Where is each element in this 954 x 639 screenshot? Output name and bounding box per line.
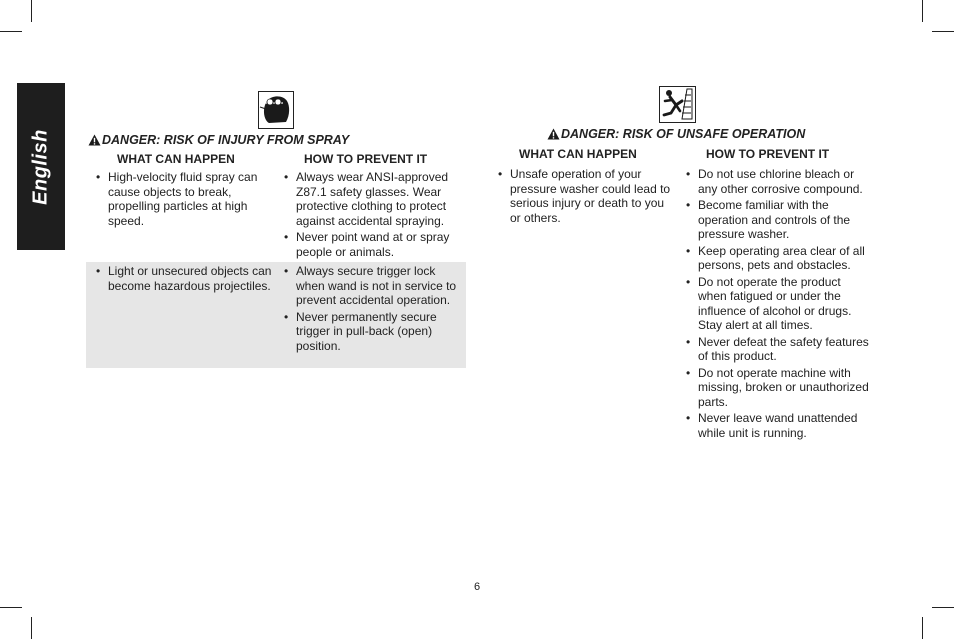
- list-item: • Keep operating area clear of all persons, pets and obstacles.: [686, 244, 870, 273]
- crop-mark: [0, 607, 22, 608]
- right-danger-heading: [547, 127, 805, 141]
- safety-glasses-icon: [258, 91, 294, 129]
- left-row2-what: [96, 264, 272, 295]
- crop-mark: [31, 0, 32, 22]
- list-item: • Do not operate machine with missing, broken or unauthorized parts.: [686, 366, 870, 410]
- right-danger-text: DANGER: RISK OF UNSAFE OPERATION: [561, 127, 806, 141]
- list-item: • Do not use chlorine bleach or any other corrosive compound.: [686, 167, 870, 196]
- list-item: • Never defeat the safety features of this product.: [686, 335, 870, 364]
- warning-triangle-icon: [88, 134, 101, 146]
- right-what: [498, 167, 674, 227]
- falling-person-icon: [659, 86, 696, 123]
- list-item: • Always wear ANSI-approved Z87.1 safety glasses. Wear protective clothing to protect against accidental spraying.: [284, 170, 464, 228]
- page-number: 6: [474, 581, 481, 593]
- language-tab: [17, 83, 65, 250]
- list-item: • Never leave wand unattended while unit is running.: [686, 411, 870, 440]
- left-row1-how: [284, 170, 464, 261]
- language-label: English: [29, 128, 52, 205]
- crop-mark: [922, 617, 923, 639]
- left-col-how: HOW TO PREVENT IT: [304, 152, 428, 166]
- crop-mark: [31, 617, 32, 639]
- list-item: • Never permanently secure trigger in pull-back (open) position.: [284, 310, 464, 354]
- crop-mark: [0, 31, 22, 32]
- list-item: • Light or unsecured objects can become hazardous projectiles.: [96, 264, 272, 293]
- left-col-what: WHAT CAN HAPPEN: [117, 152, 235, 166]
- list-item: • Never point wand at or spray people or animals.: [284, 230, 464, 259]
- list-item: • Unsafe operation of your pressure washer could lead to serious injury or death to you or others.: [498, 167, 674, 225]
- left-danger-text: DANGER: RISK OF INJURY FROM SPRAY: [102, 133, 350, 147]
- right-how: [686, 167, 870, 442]
- left-danger-heading: [88, 133, 349, 147]
- left-row2-how: [284, 264, 464, 355]
- crop-mark: [922, 0, 923, 22]
- crop-mark: [932, 31, 954, 32]
- list-item: • Become familiar with the operation and controls of the pressure washer.: [686, 198, 870, 242]
- warning-triangle-icon: [547, 128, 560, 140]
- crop-mark: [932, 607, 954, 608]
- list-item: • Do not operate the product when fatigued or under the influence of alcohol or drugs. Stay alert at all times.: [686, 275, 870, 333]
- list-item: • High-velocity fluid spray can cause objects to break, propelling particles at high speed.: [96, 170, 272, 228]
- right-col-how: HOW TO PREVENT IT: [706, 147, 830, 161]
- right-col-what: WHAT CAN HAPPEN: [519, 147, 637, 161]
- left-row1-what: [96, 170, 272, 230]
- list-item: • Always secure trigger lock when wand is not in service to prevent accidental operation.: [284, 264, 464, 308]
